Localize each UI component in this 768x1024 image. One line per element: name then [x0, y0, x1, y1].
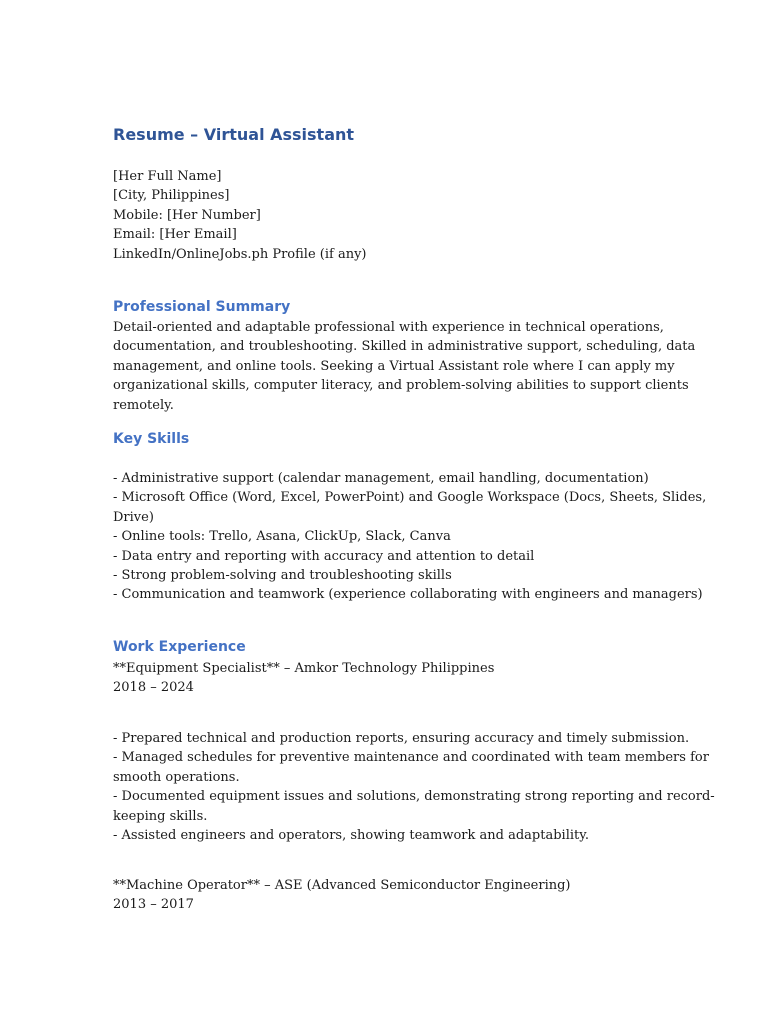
experience-heading: Work Experience: [113, 639, 246, 655]
summary-text: [113, 318, 696, 415]
summary-line: documentation, and troubleshooting. Skilled in administrative support, scheduling, data: [113, 339, 696, 355]
resume-title: Resume – Virtual Assistant: [113, 125, 355, 144]
skill-item: - Microsoft Office (Word, Excel, PowerPoint) and Google Workspace (Docs, Sheets, Slides,: [113, 490, 707, 506]
job-title-line: **Machine Operator** – ASE (Advanced Semiconductor Engineering): [113, 878, 571, 893]
job-bullet: keeping skills.: [113, 808, 208, 824]
skill-item: - Online tools: Trello, Asana, ClickUp, Slack, Canva: [113, 529, 451, 545]
summary-line: organizational skills, computer literacy, and problem-solving abilities to support clients: [113, 378, 689, 394]
contact-name: [Her Full Name]: [113, 169, 222, 184]
job-header: [113, 876, 658, 915]
contact-city: [City, Philippines]: [113, 188, 230, 204]
skills-heading: Key Skills: [113, 431, 190, 447]
job-bullet: - Documented equipment issues and solutions, demonstrating strong reporting and record-: [113, 789, 715, 805]
summary-line: Detail-oriented and adaptable professional with experience in technical operations,: [113, 320, 664, 335]
contact-profile: LinkedIn/OnlineJobs.ph Profile (if any): [113, 246, 367, 262]
job-bullet: smooth operations.: [113, 769, 240, 785]
job-bullets: [113, 729, 715, 845]
skill-item: - Strong problem-solving and troubleshooting skills: [113, 568, 452, 584]
skill-item: - Data entry and reporting with accuracy and attention to detail: [113, 548, 535, 564]
skill-item: - Administrative support (calendar management, email handling, documentation): [113, 471, 649, 486]
skill-item: - Communication and teamwork (experience collaborating with engineers and managers): [113, 587, 703, 603]
contact-block: [113, 167, 658, 264]
skills-list: [113, 469, 707, 605]
summary-line: management, and online tools. Seeking a Virtual Assistant role where I can apply my: [113, 358, 675, 374]
job-bullet: - Managed schedules for preventive maintenance and coordinated with team members for: [113, 750, 709, 766]
contact-email: Email: [Her Email]: [113, 227, 237, 243]
job-bullet: - Prepared technical and production reports, ensuring accuracy and timely submission.: [113, 731, 690, 746]
skill-item: Drive): [113, 509, 154, 525]
job-dates: 2018 – 2024: [113, 680, 194, 696]
job-header: [113, 659, 658, 698]
job-dates: 2013 – 2017: [113, 897, 194, 913]
job-bullet: - Assisted engineers and operators, showing teamwork and adaptability.: [113, 828, 589, 844]
summary-heading: Professional Summary: [113, 299, 291, 315]
job-title-line: **Equipment Specialist** – Amkor Technology Philippines: [113, 661, 495, 676]
contact-mobile: Mobile: [Her Number]: [113, 207, 261, 223]
summary-line: remotely.: [113, 397, 174, 413]
